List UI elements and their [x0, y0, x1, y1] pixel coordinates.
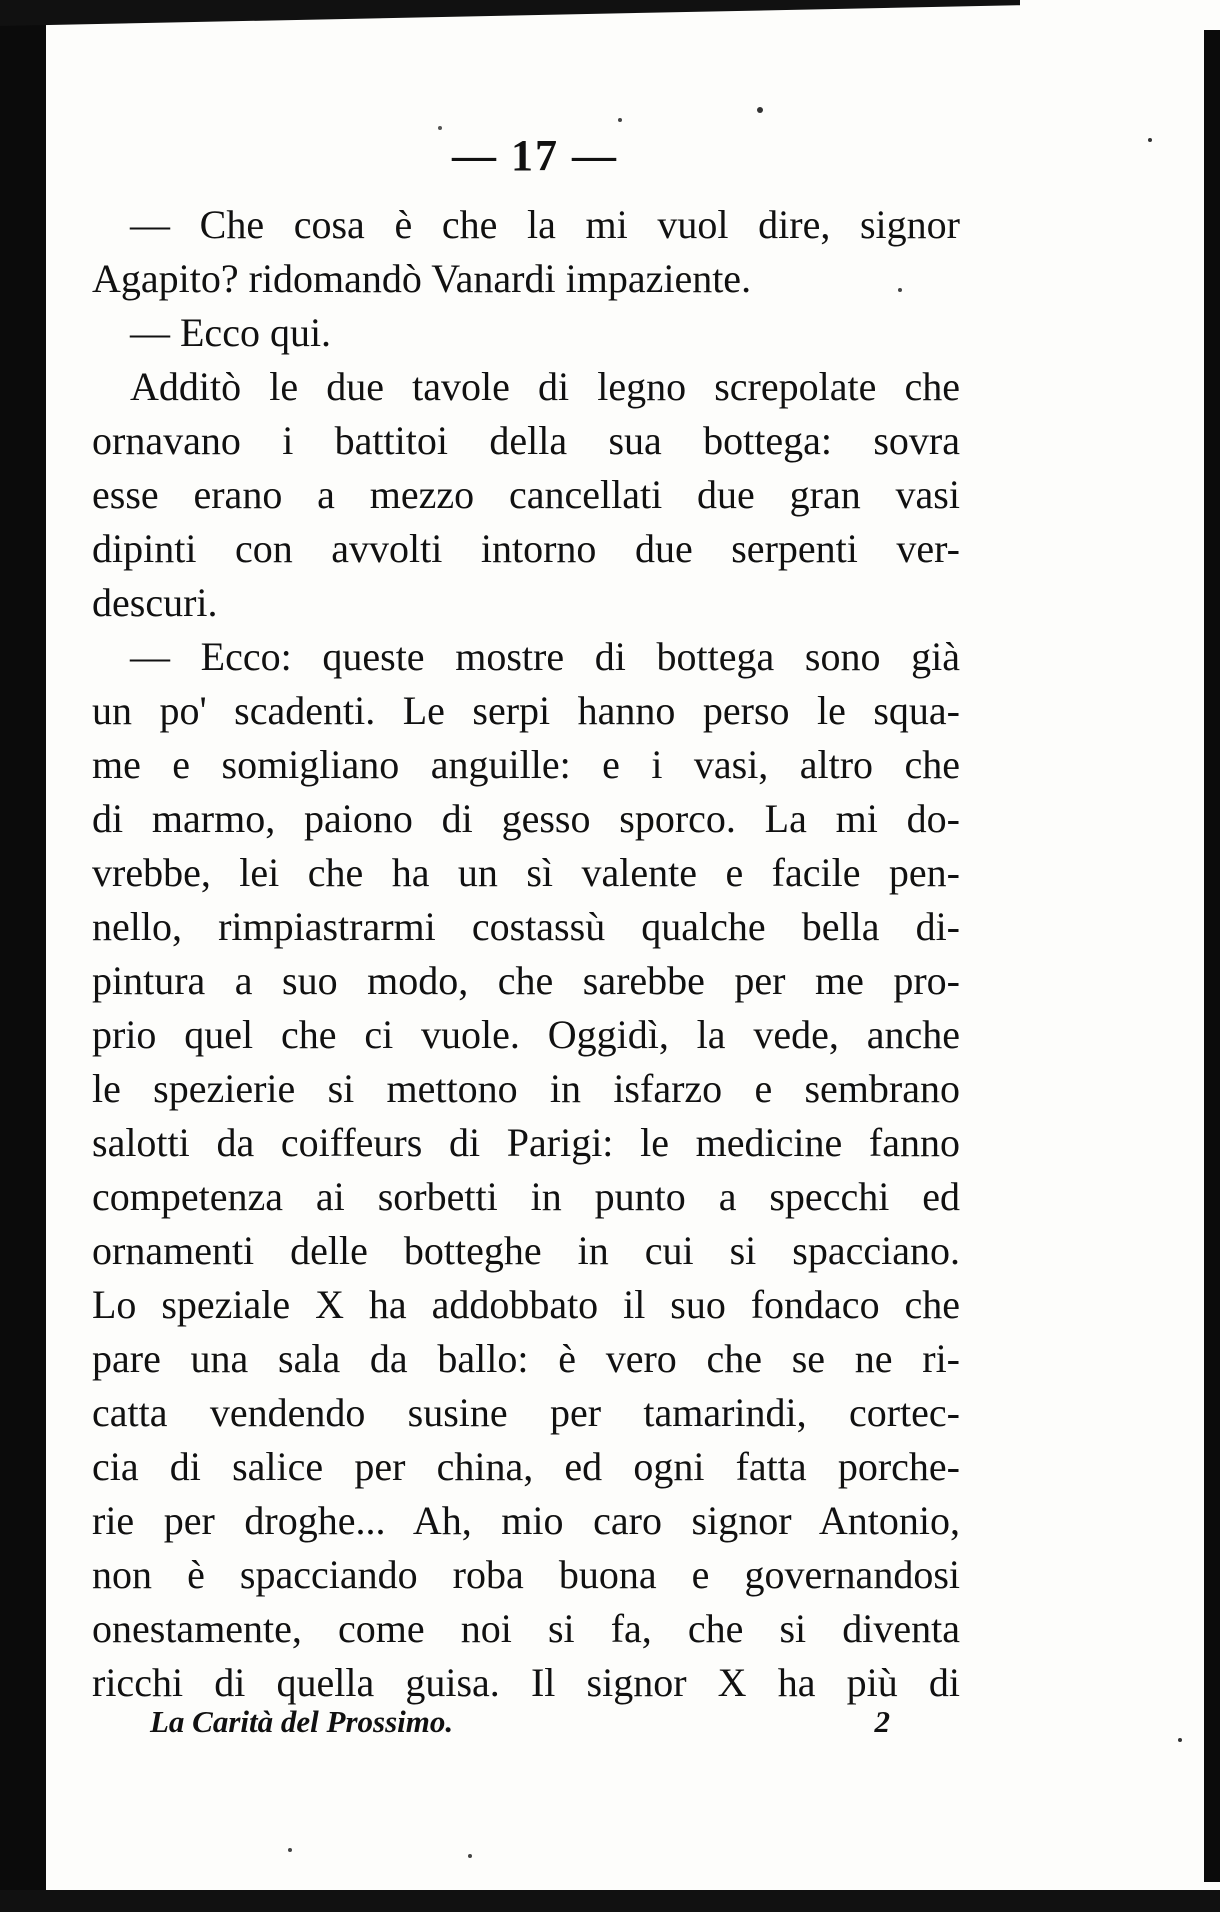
scan-edge-top	[0, 0, 1020, 26]
text-line: prio quel che ci vuole. Oggidì, la vede, anche	[92, 1012, 960, 1057]
page-number: — 17 —	[452, 131, 618, 180]
text-line: pare una sala da ballo: è vero che se ne ri-	[92, 1336, 960, 1381]
text-line: Additò le due tavole di legno screpolate che	[130, 364, 960, 409]
signature-mark: 2	[874, 1704, 890, 1739]
text-line: onestamente, come noi si fa, che si diventa	[92, 1606, 960, 1651]
text-line: ornamenti delle botteghe in cui si spacciano.	[92, 1228, 960, 1273]
text-line: Agapito? ridomandò Vanardi impaziente.	[92, 256, 752, 301]
text-line: descuri.	[92, 580, 218, 625]
body-text	[92, 198, 960, 1710]
text-line: pintura a suo modo, che sarebbe per me pro-	[92, 958, 960, 1003]
text-line: di marmo, paiono di gesso sporco. La mi do-	[92, 796, 960, 841]
text-line: dipinti con avvolti intorno due serpenti ver-	[92, 526, 960, 571]
text-line: Lo speziale X ha addobbato il suo fondaco che	[92, 1282, 960, 1327]
scan-edge-bottom	[0, 1890, 1220, 1912]
text-line: rie per droghe... Ah, mio caro signor Antonio,	[92, 1498, 960, 1543]
text-line: — Ecco: queste mostre di bottega sono già	[130, 634, 960, 679]
text-line: ornavano i battitoi della sua bottega: sovra	[92, 418, 960, 463]
text-line: ricchi di quella guisa. Il signor X ha più di	[92, 1660, 960, 1705]
text-line: non è spacciando roba buona e governandosi	[92, 1552, 960, 1597]
page-footer	[150, 1704, 890, 1740]
text-line: salotti da coiffeurs di Parigi: le medicine fanno	[92, 1120, 960, 1165]
scan-edge-right	[1204, 30, 1220, 1882]
text-line: catta vendendo susine per tamarindi, cortec-	[92, 1390, 960, 1435]
text-line: — Ecco qui.	[130, 310, 332, 355]
text-line: esse erano a mezzo cancellati due gran vasi	[92, 472, 960, 517]
text-line: me e somigliano anguille: e i vasi, altro che	[92, 742, 960, 787]
text-line: nello, rimpiastrarmi costassù qualche bella di-	[92, 904, 960, 949]
text-line: vrebbe, lei che ha un sì valente e facile pen-	[92, 850, 960, 895]
scan-edge-left	[0, 0, 46, 1912]
text-line: competenza ai sorbetti in punto a specchi ed	[92, 1174, 960, 1219]
text-line: cia di salice per china, ed ogni fatta porche-	[92, 1444, 960, 1489]
footer-title: La Carità del Prossimo.	[150, 1704, 454, 1739]
text-line: le spezierie si mettono in isfarzo e sembrano	[92, 1066, 960, 1111]
text-line: — Che cosa è che la mi vuol dire, signor	[130, 202, 960, 247]
text-line: un po' scadenti. Le serpi hanno perso le squa-	[92, 688, 960, 733]
